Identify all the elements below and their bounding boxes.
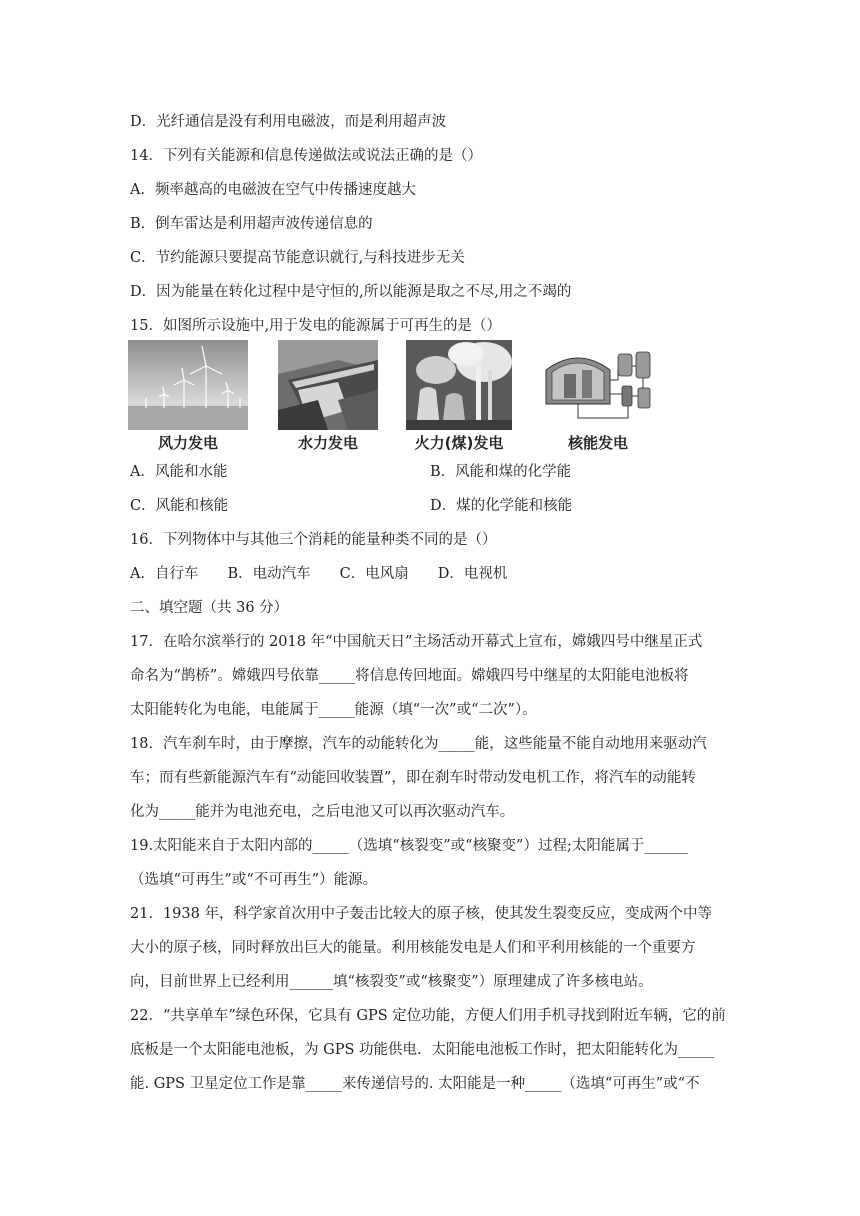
q22-line-2: 底板是一个太阳能电池板，为 GPS 功能供电．太阳能电池板工作时，把太阳能转化为_____: [130, 1042, 715, 1058]
q15-option-c: C．风能和核能: [130, 498, 229, 514]
q21-line-1: 21．1938 年，科学家首次用中子轰击比较大的原子核，使其发生裂变反应，变成两个中等: [130, 906, 712, 922]
q16-options: A．自行车 B．电动汽车 C．电风扇 D．电视机: [130, 566, 508, 582]
hydro-power-figure: [278, 340, 378, 458]
hydro-power-caption: 水力发电: [297, 434, 358, 452]
q18-line-3: 化为_____能并为电池充电，之后电池又可以再次驱动汽车。: [130, 804, 515, 820]
q19-line-1: 19.太阳能来自于太阳内部的_____（选填“核裂变”或“核聚变”）过程;太阳能属于______: [130, 838, 688, 854]
wind-power-figure: [128, 340, 248, 458]
nuclear-power-caption: 核能发电: [567, 434, 628, 452]
q18-line-1: 18．汽车刹车时，由于摩擦，汽车的动能转化为_____能，这些能量不能自动地用来驱动汽: [130, 736, 707, 752]
q15-figures: [128, 340, 688, 458]
q13-option-d: D．光纤通信是没有利用电磁波，而是利用超声波: [130, 114, 447, 130]
q17-line-2: 命名为“鹊桥”。嫦娥四号依靠_____将信息传回地面。嫦娥四号中继星的太阳能电池板将: [130, 668, 689, 684]
q15-option-d: D．煤的化学能和核能: [430, 498, 573, 514]
q16-stem: 16．下列物体中与其他三个消耗的能量种类不同的是（）: [130, 532, 497, 548]
coal-power-caption: 火力(煤)发电: [414, 434, 504, 452]
q21-line-2: 大小的原子核，同时释放出巨大的能量。利用核能发电是人们和平利用核能的一个重要方: [130, 940, 696, 956]
q22-line-3: 能. GPS 卫星定位工作是靠_____来传递信号的. 太阳能是一种_____（选填“可再生”或“不: [130, 1076, 700, 1092]
nuclear-power-figure: [538, 340, 658, 458]
q22-line-1: 22．“共享单车”绿色环保，它具有 GPS 定位功能，方便人们用手机寻找到附近车辆，它的前: [130, 1008, 726, 1024]
q15-option-a: A．风能和水能: [130, 464, 228, 480]
q15-option-b: B．风能和煤的化学能: [430, 464, 572, 480]
q14-stem: 14．下列有关能源和信息传递做法或说法正确的是（）: [130, 148, 482, 164]
nuclear-plant-diagram: [538, 340, 658, 430]
hydro-dam-image: [278, 340, 378, 430]
section-2-heading: 二、填空题（共 36 分）: [130, 600, 289, 616]
q18-line-2: 车；而有些新能源汽车有“动能回收装置”，即在刹车时带动发电机工作，将汽车的动能转: [130, 770, 696, 786]
wind-power-caption: 风力发电: [157, 434, 218, 452]
q14-option-c: C．节约能源只要提高节能意识就行,与科技进步无关: [130, 250, 465, 266]
wind-turbine-image: [128, 340, 248, 430]
q15-stem: 15．如图所示设施中,用于发电的能源属于可再生的是（）: [130, 318, 502, 334]
q14-option-d: D．因为能量在转化过程中是守恒的,所以能源是取之不尽,用之不竭的: [130, 284, 572, 300]
q14-option-b: B．倒车雷达是利用超声波传递信息的: [130, 216, 373, 232]
coal-power-figure: [406, 340, 512, 458]
coal-plant-image: [406, 340, 512, 430]
q21-line-3: 向，目前世界上已经利用______填“核裂变”或“核聚变”）原理建成了许多核电站。: [130, 974, 653, 990]
q17-line-1: 17．在哈尔滨举行的 2018 年“中国航天日”主场活动开幕式上宣布，嫦娥四号中继星正式: [130, 634, 703, 650]
q17-line-3: 太阳能转化为电能，电能属于_____能源（填“一次”或“二次”）。: [130, 702, 537, 718]
q14-option-a: A．频率越高的电磁波在空气中传播速度越大: [130, 182, 416, 198]
q19-line-2: （选填“可再生”或“不可再生”）能源。: [130, 872, 378, 888]
